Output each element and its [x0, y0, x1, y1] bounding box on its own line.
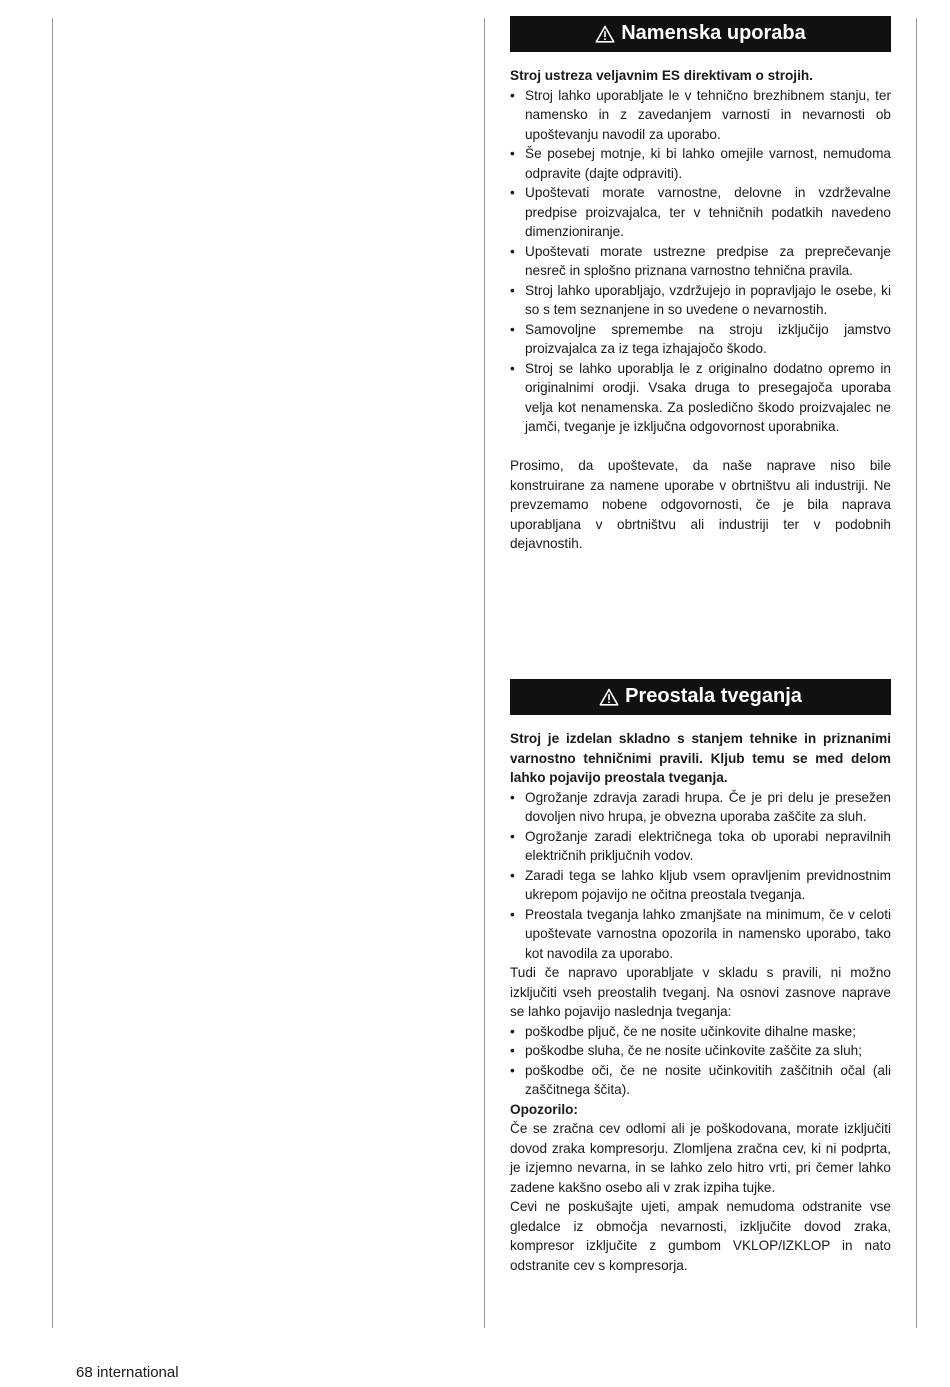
section-intended-use: [510, 16, 891, 554]
lead-text: Stroj je izdelan skladno s stanjem tehnike in priznanimi varnostno tehničnimi pravili. Kljub temu se med delom lahko pojavijo preostala tveganja.: [510, 731, 891, 785]
list-item: • Stroj se lahko uporablja le z originalno dodatno opremo in originalnimi orodji. Vsaka druga to presegajoča uporaba velja kot nenamenska. Za posledično škodo proizvajalec ne jamči, tveganje je izključna odgovornost uporabnika.: [510, 359, 891, 437]
risks-paragraph: Tudi če napravo uporabljate v skladu s pravili, ni možno izključiti vseh preostalih tveganj. Na osnovi zasnove naprave se lahko pojavijo naslednja tveganja:: [510, 965, 891, 1019]
warning-label: Opozorilo:: [510, 1101, 578, 1117]
note-paragraph: Prosimo, da upoštevate, da naše naprave niso bile konstruirane za namene uporabe v obrtništvu ali industriji. Ne prevzemamo nobene odgovornosti, če je bila naprava uporabljana v obrtništvu ali industriji ter v podobnih dejavnostih.: [510, 458, 891, 551]
list-item: • Ogrožanje zaradi električnega toka ob uporabi nepravilnih električnih priključnih vodov.: [510, 827, 891, 866]
heading-text: Preostala tveganja: [625, 685, 802, 708]
warning-paragraph: Cevi ne poskušajte ujeti, ampak nemudoma odstranite vse gledalce iz območja nevarnosti, izključite dovod zraka, kompresor izključite z gumbom VKLOP/IZKLOP in nato odstranite cev s kompresorja.: [510, 1199, 891, 1273]
warning-triangle-icon: [599, 688, 619, 706]
bullet-list: [510, 1022, 891, 1100]
section-heading-residual-risks: [510, 679, 891, 715]
list-item: • Upoštevati morate varnostne, delovne in vzdrževalne predpise proizvajalca, ter v tehničnih podatkih navedeno dimenzioniranje.: [510, 183, 891, 242]
list-item: • Samovoljne spremembe na stroju izključijo jamstvo proizvajalca za iz tega izhajajočo škodo.: [510, 320, 891, 359]
right-margin-line: [916, 18, 917, 1328]
warning-paragraph: Če se zračna cev odlomi ali je poškodovana, morate izključiti dovod zraka kompresorju. Zlomljena zračna cev, ki ni podprta, je izjemno nevarna, in se lahko zelo hitro vrti, pri čemer lahko zadene kakšno osebo ali v zrak izpiha tujke.: [510, 1121, 891, 1195]
list-item: • poškodbe oči, če ne nosite učinkovitih zaščitnih očal (ali zaščitnega ščita).: [510, 1061, 891, 1100]
list-item: • Stroj lahko uporabljate le v tehnično brezhibnem stanju, ter namensko in z zavedanjem varnosti in nevarnosti ob upoštevanju navodil za uporabo.: [510, 86, 891, 145]
list-item: • Ogrožanje zdravja zaradi hrupa. Če je pri delu je presežen dovoljen nivo hrupa, je obvezna uporaba zaščite za sluh.: [510, 788, 891, 827]
warning-triangle-icon: [595, 25, 615, 43]
list-item: • Še posebej motnje, ki bi lahko omejile varnost, nemudoma odpravite (dajte odpraviti).: [510, 144, 891, 183]
page-footer: 68 international: [76, 1364, 179, 1381]
list-item: • poškodbe pljuč, če ne nosite učinkovite dihalne maske;: [510, 1022, 891, 1042]
lead-text: Stroj ustreza veljavnim ES direktivam o strojih.: [510, 68, 813, 83]
bullet-list: [510, 86, 891, 437]
left-margin-line: [52, 18, 53, 1328]
section-residual-risks: [510, 679, 891, 1275]
bullet-list: [510, 788, 891, 964]
section-heading-intended-use: [510, 16, 891, 52]
column-divider-line: [484, 18, 485, 1328]
list-item: • Zaradi tega se lahko kljub vsem opravljenim previdnostnim ukrepom pojavijo ne očitna preostala tveganja.: [510, 866, 891, 905]
list-item: • Upoštevati morate ustrezne predpise za preprečevanje nesreč in splošno priznana varnostno tehnična pravila.: [510, 242, 891, 281]
list-item: • Stroj lahko uporabljajo, vzdržujejo in popravljajo le osebe, ki so s tem seznanjene in so uvedene o nevarnostih.: [510, 281, 891, 320]
heading-text: Namenska uporaba: [621, 22, 806, 45]
list-item: • poškodbe sluha, če ne nosite učinkovite zaščite za sluh;: [510, 1041, 891, 1061]
list-item: • Preostala tveganja lahko zmanjšate na minimum, če v celoti upoštevate varnostna opozorila in namensko uporabo, tako kot navodila za uporabo.: [510, 905, 891, 964]
